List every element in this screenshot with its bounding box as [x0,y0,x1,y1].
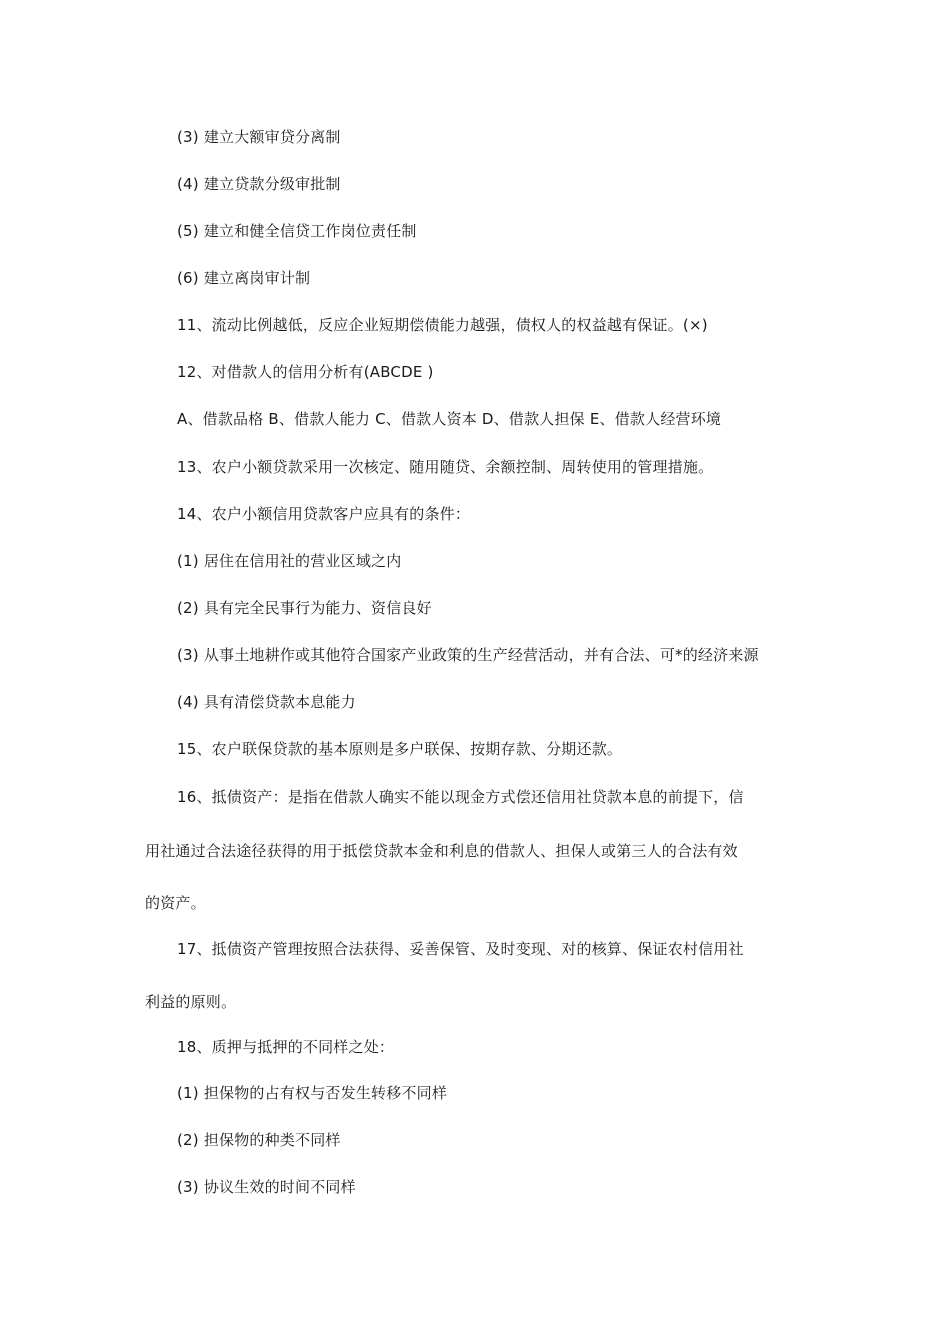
text-line: 11、流动比例越低，反应企业短期偿债能力越强，债权人的权益越有保证。(×) [177,316,708,334]
text-line: 17、抵债资产管理按照合法获得、妥善保管、及时变现、对的核算、保证农村信用社 [177,940,744,958]
text-line: (4) 建立贷款分级审批制 [177,175,341,193]
text-line: 16、抵债资产：是指在借款人确实不能以现金方式偿还信用社贷款本息的前提下，信 [177,788,744,806]
text-line: 13、农户小额贷款采用一次核定、随用随贷、余额控制、周转使用的管理措施。 [177,458,714,476]
text-line: (1) 担保物的占有权与否发生转移不同样 [177,1084,448,1102]
text-line: 的资产。 [145,894,206,912]
text-line: 15、农户联保贷款的基本原则是多户联保、按期存款、分期还款。 [177,740,623,758]
text-line: (3) 从事土地耕作或其他符合国家产业政策的生产经营活动，并有合法、可*的经济来源 [177,646,759,664]
text-line: 18、质押与抵押的不同样之处： [177,1038,395,1056]
text-line: (5) 建立和健全信贷工作岗位责任制 [177,222,417,240]
text-line: (1) 居住在信用社的营业区域之内 [177,552,402,570]
text-line: (4) 具有清偿贷款本息能力 [177,693,356,711]
text-line: (3) 协议生效的时间不同样 [177,1178,356,1196]
text-line: 用社通过合法途径获得的用于抵偿贷款本金和利息的借款人、担保人或第三人的合法有效 [145,842,738,860]
text-line: 利益的原则。 [145,993,237,1011]
text-line: 14、农户小额信用贷款客户应具有的条件： [177,505,471,523]
text-line: (2) 担保物的种类不同样 [177,1131,341,1149]
text-line: 12、对借款人的信用分析有(ABCDE ) [177,363,434,381]
text-line: (3) 建立大额审贷分离制 [177,128,341,146]
text-line: A、借款品格 B、借款人能力 C、借款人资本 D、借款人担保 E、借款人经营环境 [177,410,722,428]
text-line: (2) 具有完全民事行为能力、资信良好 [177,599,432,617]
text-line: (6) 建立离岗审计制 [177,269,311,287]
